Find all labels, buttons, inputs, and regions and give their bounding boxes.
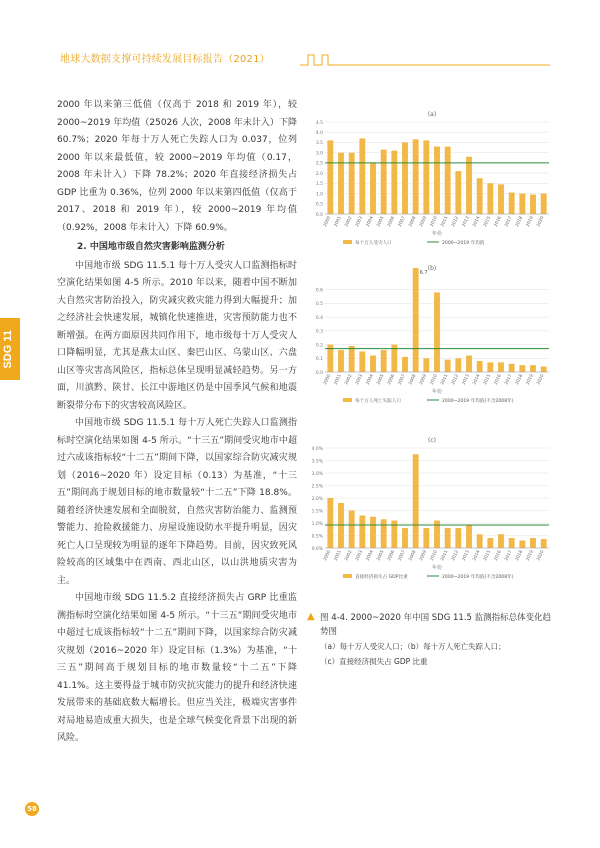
- bar: [530, 538, 536, 548]
- bar: [487, 183, 493, 214]
- y-tick-label: 0.4: [315, 315, 323, 321]
- x-tick-label: 2008: [408, 549, 418, 562]
- x-tick-label: 2018: [514, 549, 525, 562]
- y-tick-label: 3.5%: [311, 459, 323, 465]
- x-tick-label: 2012: [450, 215, 461, 228]
- x-tick-label: 2005: [376, 549, 386, 562]
- x-tick-label: 2011: [440, 549, 450, 562]
- caption-arrow-icon: ▲: [307, 611, 315, 622]
- x-tick-label: 2019: [525, 215, 535, 228]
- legend-swatch-bar: [343, 240, 352, 244]
- bar: [519, 194, 525, 214]
- bar: [509, 538, 515, 548]
- bar: [541, 194, 547, 214]
- x-tick-label: 2009: [418, 215, 429, 228]
- y-tick-label: 2.5%: [311, 484, 323, 490]
- x-tick-label: 2000: [322, 373, 333, 386]
- bar: [498, 184, 504, 214]
- bar: [359, 351, 365, 372]
- x-axis-label: 年份: [431, 389, 443, 395]
- y-tick-label: 0.2: [315, 343, 323, 349]
- legend-label-avg: 2000~2019 年均值(不含2008年): [442, 399, 514, 404]
- x-tick-label: 2005: [376, 215, 386, 228]
- x-tick-label: 2002: [344, 373, 354, 386]
- bar: [338, 350, 344, 372]
- x-tick-label: 2002: [344, 215, 354, 228]
- bar: [498, 534, 504, 548]
- x-tick-label: 2002: [344, 549, 354, 562]
- x-tick-label: 2007: [397, 549, 407, 562]
- bar: [455, 528, 461, 548]
- x-tick-label: 2015: [482, 373, 493, 386]
- x-tick-label: 2008: [408, 215, 418, 228]
- bar: [370, 163, 376, 214]
- bar: [445, 360, 451, 372]
- paragraph-1: 2000 年以来第三低值（仅高于 2018 和 2019 年），较 2000~2019 年均值（25026 人次，2008 年未计入）下降 60.7%；2020 年每十万人死亡失踪人口为 0.037，位列 2000 年以来最低值，较 2000~2019 年均值（0.17，2008 年未计入）下降 78.2%；2020 年直接经济损失占 GDP 比重为 0.36%，位列 2000 年以来第四低值（仅高于 2017、2018 和 2019 年），较 2000~2019 年均值（0.92%，2008 年未计入）下降 60.9%。: [57, 100, 297, 233]
- bar: [519, 365, 525, 372]
- caption-title: 图 4-4. 2000~2020 年中国 SDG 11.5 监测指标总体变化趋势图: [320, 613, 552, 637]
- x-tick-label: 2003: [354, 373, 365, 386]
- x-tick-label: 2009: [418, 373, 429, 386]
- x-tick-label: 2010: [429, 549, 439, 562]
- x-tick-label: 2019: [525, 373, 535, 386]
- x-tick-label: 2017: [504, 373, 514, 386]
- paragraph-3: 中国地市级 SDG 11.5.1 每十万人死亡失踪人口监测指标时空演化结果如图 4-5 所示。“十三五”期间受灾地市中超过六成该指标较“十二五”期间下降，以国家综合防灾减灾规划（2016~2020 年）设定目标（0.13）为基准，“十三五”期间高于规划目标的地市数量较“十二五”下降 18.8%。随着经济快速发展和全面脱贫，自然灾害防治能力、监测预警能力、抢险救援能力、房屋设施设防水平提升明显，因灾死亡人口呈现较为明显的逐年下降趋势。目前，因灾致死风险较高的区域集中在西南、西北山区，以山洪地质灾害为主。: [57, 418, 297, 586]
- x-tick-label: 2007: [397, 215, 407, 228]
- y-tick-label: 0.6: [315, 288, 323, 294]
- bar: [477, 178, 483, 214]
- x-tick-label: 2017: [504, 215, 514, 228]
- y-tick-label: 0.5%: [311, 534, 323, 540]
- x-tick-label: 2014: [472, 215, 482, 228]
- y-tick-label: 2.0: [315, 171, 323, 177]
- x-tick-label: 2008: [408, 373, 418, 386]
- bar: [359, 138, 365, 214]
- panel-label: (c): [428, 437, 436, 444]
- x-tick-label: 2007: [397, 373, 407, 386]
- x-tick-label: 2001: [333, 373, 343, 386]
- bar: [327, 498, 333, 548]
- bar: [509, 193, 515, 214]
- x-tick-label: 2010: [429, 373, 439, 386]
- bar: [541, 539, 547, 548]
- bar: [349, 511, 355, 549]
- side-tab-label: SDG 11: [2, 330, 14, 369]
- x-tick-label: 2014: [472, 549, 482, 562]
- bar: [391, 151, 397, 214]
- y-tick-label: 3.5: [315, 141, 323, 147]
- y-tick-label: 2.5: [315, 161, 323, 167]
- bar: [466, 356, 472, 372]
- x-tick-label: 2018: [514, 373, 525, 386]
- bar: [423, 140, 429, 214]
- bar: [338, 153, 344, 214]
- y-tick-label: 4.0%: [311, 446, 323, 452]
- main-text: [57, 97, 297, 748]
- header-decoration: [300, 53, 550, 67]
- bar: [487, 362, 493, 372]
- y-tick-label: 3.0%: [311, 471, 323, 477]
- chart-b: [307, 262, 557, 422]
- legend-swatch-bar: [343, 574, 352, 578]
- bar: [477, 361, 483, 372]
- y-tick-label: 0.3: [315, 329, 323, 335]
- x-tick-label: 2011: [440, 215, 450, 228]
- bar: [434, 147, 440, 214]
- y-tick-label: 1.0%: [311, 521, 323, 527]
- bar: [327, 140, 333, 214]
- bar: [402, 357, 408, 372]
- x-tick-label: 2015: [482, 549, 493, 562]
- legend-swatch-bar: [343, 398, 352, 402]
- bar: [370, 356, 376, 372]
- bar: [413, 139, 419, 214]
- bar: [413, 454, 419, 548]
- x-tick-label: 2014: [472, 373, 482, 386]
- y-tick-label: 3.0: [315, 151, 323, 157]
- chart-c: [307, 434, 557, 602]
- x-tick-label: 2000: [322, 549, 333, 562]
- x-tick-label: 2012: [450, 373, 461, 386]
- x-tick-label: 2003: [354, 215, 365, 228]
- y-tick-label: 0.1: [315, 357, 323, 363]
- y-tick-label: 4.5: [315, 120, 323, 126]
- x-tick-label: 2013: [461, 215, 471, 228]
- bar: [466, 157, 472, 214]
- panel-label: (a): [427, 111, 437, 118]
- bar: [477, 534, 483, 548]
- bar: [509, 364, 515, 372]
- chart-a: [307, 108, 557, 258]
- paragraph-2: 中国地市级 SDG 11.5.1 每十万人受灾人口监测指标时空演化结果如图 4-5 所示。2010 年以来，随着中国不断加大自然灾害防治投入，防灾减灾救灾能力得到大幅提升；加之经济社会快速发展，城镇化快速推进，灾害预防能力也不断增强。在两方面原因共同作用下，地市级每十万人受灾人口降幅明显，尤其是燕太山区、秦巴山区、乌蒙山区、六盘山区等灾害高风险区，指标总体呈现明显减轻趋势。另一方面，川滇黔、陕甘、长江中游地区仍是中国季风气候和地震断裂带分布下的灾害较高风险区。: [57, 260, 297, 411]
- y-tick-label: 0.0: [315, 212, 323, 218]
- x-tick-label: 2016: [493, 215, 503, 228]
- bar: [487, 538, 493, 548]
- bar: [434, 292, 440, 372]
- x-tick-label: 2015: [482, 215, 493, 228]
- peak-label: 6.7: [419, 270, 428, 276]
- y-tick-label: 0.5: [315, 302, 323, 308]
- x-tick-label: 2019: [525, 549, 535, 562]
- legend-label-avg: 2000~2019 年均值(不含2008年): [442, 575, 514, 580]
- x-tick-label: 2001: [333, 549, 343, 562]
- x-tick-label: 2005: [376, 373, 386, 386]
- y-tick-label: 1.5: [315, 182, 323, 188]
- bar: [455, 358, 461, 372]
- x-tick-label: 2012: [450, 549, 461, 562]
- x-tick-label: 2003: [354, 549, 365, 562]
- y-tick-label: 1.5%: [311, 509, 323, 515]
- bar: [402, 528, 408, 548]
- x-tick-label: 2006: [386, 373, 397, 386]
- bar: [423, 358, 429, 372]
- x-tick-label: 2006: [386, 215, 397, 228]
- bar: [349, 346, 355, 372]
- x-tick-label: 2006: [386, 549, 397, 562]
- x-tick-label: 2004: [365, 549, 375, 562]
- bar: [381, 150, 387, 214]
- legend-label-bar: 每十万人死亡失踪人口: [355, 399, 401, 404]
- figure-caption: [320, 611, 555, 668]
- bar: [413, 268, 419, 372]
- x-tick-label: 2013: [461, 373, 471, 386]
- bar: [466, 526, 472, 549]
- bar: [530, 365, 536, 372]
- x-tick-label: 2011: [440, 373, 450, 386]
- legend-label-bar: 每十万人受灾人口: [355, 241, 392, 246]
- y-tick-label: 2.0%: [311, 496, 323, 502]
- paragraph-4: 中国地市级 SDG 11.5.2 直接经济损失占 GRP 比重监测指标时空演化结果如图 4-5 所示。“十三五”期间受灾地市中超过七成该指标较“十二五”期间下降，以国家综合防灾减灾规划（2016~2020 年）设定目标（1.3%）为基准，“十三五”期间高于规划目标的地市数量较“十二五”下降 41.1%。这主要得益于城市防灾抗灾能力的提升和经济快速发展带来的基础底数大幅增长。但应当关注，极端灾害事件对局地易造成重大损失，也是全球气候变化背景下出现的新风险。: [57, 593, 297, 743]
- bar: [381, 519, 387, 548]
- y-tick-label: 0.0: [315, 370, 323, 376]
- x-tick-label: 2017: [504, 549, 514, 562]
- y-tick-label: 0.5: [315, 202, 323, 208]
- x-tick-label: 2000: [322, 215, 333, 228]
- page-number: 58: [25, 802, 39, 816]
- x-tick-label: 2016: [493, 373, 503, 386]
- x-axis-label: 年份: [431, 231, 443, 237]
- y-tick-label: 4.0: [315, 131, 323, 137]
- bar: [370, 517, 376, 548]
- x-tick-label: 2010: [429, 215, 439, 228]
- bar: [359, 516, 365, 549]
- x-tick-label: 2004: [365, 373, 375, 386]
- section-subheading: 2. 中国地市级自然灾害影响监测分析: [77, 242, 225, 252]
- caption-sub-2: （c）直接经济损失占 GDP 比重: [320, 656, 428, 666]
- y-tick-label: 1.0: [315, 192, 323, 198]
- x-axis-label: 年份: [431, 565, 443, 571]
- legend-label-avg: 2000~2019 年均值: [442, 241, 485, 246]
- bar: [445, 528, 451, 548]
- x-tick-label: 2013: [461, 549, 471, 562]
- x-tick-label: 2009: [418, 549, 429, 562]
- x-tick-label: 2020: [536, 549, 546, 562]
- caption-sub-1: （a）每十万人受灾人口；（b）每十万人死亡失踪人口；: [320, 642, 506, 651]
- x-tick-label: 2001: [333, 215, 343, 228]
- bar: [498, 362, 504, 372]
- bar: [541, 367, 547, 372]
- y-tick-label: 0.0%: [311, 546, 323, 552]
- bar: [530, 195, 536, 214]
- bar: [423, 528, 429, 548]
- x-tick-label: 2020: [536, 215, 546, 228]
- bar: [519, 541, 525, 549]
- bar: [381, 350, 387, 372]
- bar: [445, 147, 451, 214]
- panel-label: (b): [427, 265, 437, 272]
- bar: [349, 153, 355, 214]
- x-tick-label: 2004: [365, 215, 375, 228]
- x-tick-label: 2018: [514, 215, 525, 228]
- bar: [455, 171, 461, 214]
- x-tick-label: 2020: [536, 373, 546, 386]
- bar: [402, 142, 408, 214]
- x-tick-label: 2016: [493, 549, 503, 562]
- legend-label-bar: 直接经济损失占 GDP比重: [355, 575, 408, 580]
- report-header: 地球大数据支撑可持续发展目标报告（2021）: [60, 54, 270, 65]
